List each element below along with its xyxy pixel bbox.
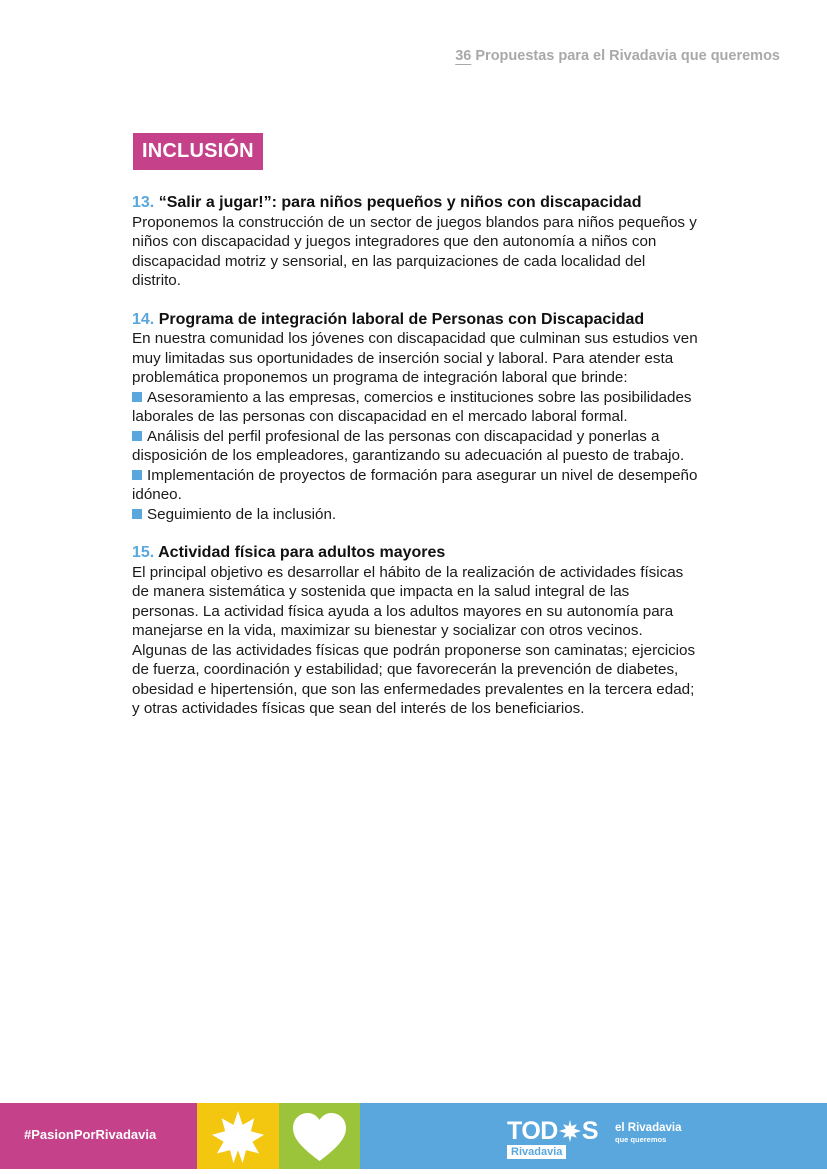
section-label: INCLUSIÓN — [133, 133, 263, 170]
logo-sun-icon — [558, 1119, 582, 1143]
proposal-heading: Programa de integración laboral de Personas con Discapacidad — [158, 310, 645, 328]
logo-badge: Rivadavia — [507, 1145, 566, 1159]
proposal-number: 15. — [132, 544, 155, 561]
page-number: 36 — [455, 48, 472, 64]
square-bullet-icon — [132, 431, 142, 441]
proposal-paragraph: En nuestra comunidad los jóvenes con discapacidad que culminan sus estudios ven muy limitadas sus oportunidades de inserción social y laboral. Para atender esta problemática proponemos un programa de integración laboral que brinde: — [132, 330, 698, 386]
footer-sun-block — [197, 1103, 279, 1169]
sun-icon — [197, 1103, 279, 1169]
proposal-paragraph: Proponemos la construcción de un sector de juegos blandos para niños pequeños y niños con discapacidad y juegos integradores que den autonomía a niños con discapacidad motriz y sensorial, en las parquizaciones de cada localidad del distrito. — [132, 213, 697, 289]
footer-bar — [0, 1103, 827, 1169]
slogan-line-2: que queremos — [615, 1135, 667, 1144]
proposal-title — [132, 193, 698, 213]
list-item — [132, 388, 698, 427]
square-bullet-icon — [132, 509, 142, 519]
proposal-number: 13. — [132, 194, 155, 211]
square-bullet-icon — [132, 470, 142, 480]
proposal-13 — [132, 193, 698, 291]
list-item-text: Asesoramiento a las empresas, comercios e instituciones sobre las posibilidades laborales de las personas con discapacidad en el mercado laboral formal. — [132, 388, 692, 425]
proposal-heading: Actividad física para adultos mayores — [158, 544, 446, 561]
proposal-number: 14. — [132, 310, 155, 328]
proposal-title — [132, 310, 698, 330]
proposal-14 — [132, 310, 698, 525]
slogan-line-1: el Rivadavia — [615, 1122, 682, 1134]
page-header — [455, 48, 780, 64]
footer-logo-block — [360, 1103, 827, 1169]
square-bullet-icon — [132, 392, 142, 402]
list-item-text: Seguimiento de la inclusión. — [147, 505, 337, 523]
footer-hashtag-block — [0, 1103, 197, 1169]
proposal-15 — [132, 543, 698, 719]
list-item-text: Análisis del perfil profesional de las personas con discapacidad y ponerlas a disposición de los empleadores, garantizando su adecuación al puesto de trabajo. — [132, 427, 685, 464]
list-item — [132, 505, 698, 525]
bullet-list — [132, 388, 698, 525]
heart-icon — [279, 1103, 360, 1169]
list-item — [132, 466, 698, 505]
todos-logo: TOD S — [507, 1117, 599, 1145]
proposal-title — [132, 543, 698, 563]
proposal-heading: “Salir a jugar!”: para niños pequeños y niños con discapacidad — [158, 194, 642, 211]
proposal-paragraph: El principal objetivo es desarrollar el hábito de la realización de actividades físicas de manera sistemática y sostenida que impacta en la salud integral de las personas. La actividad física ayuda a los adultos mayores en su autonomía para manejarse en la vida, maximizar su bienestar y socializar con otros vecinos. Algunas de las actividades físicas que podrán proponerse son caminatas; ejercicios de fuerza, coordinación y estabilidad; que favorecerán la prevención de diabetes, obesidad e hipertensión, que son las enfermedades prevalentes en la tercera edad; y otras actividades físicas que sean del interés de los beneficiarios. — [132, 563, 696, 717]
footer-heart-block — [279, 1103, 360, 1169]
list-item — [132, 427, 698, 466]
header-title: Propuestas para el Rivadavia que queremos — [475, 48, 780, 64]
hashtag: #PasionPorRivadavia — [24, 1127, 157, 1142]
list-item-text: Implementación de proyectos de formación para asegurar un nivel de desempeño idóneo. — [132, 466, 698, 503]
proposals-content — [132, 193, 698, 738]
